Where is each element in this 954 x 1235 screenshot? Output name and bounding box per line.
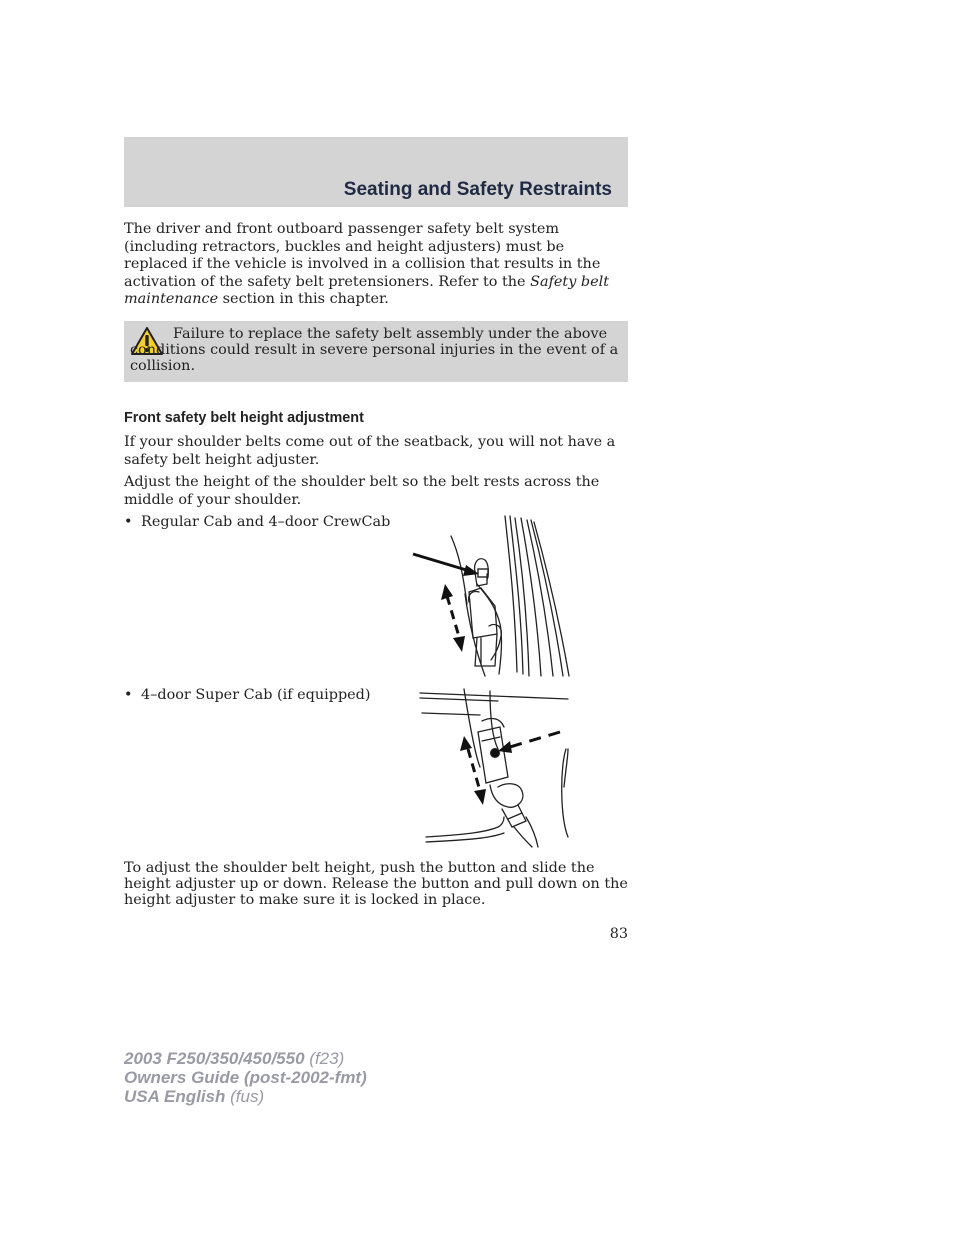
section-heading: Front safety belt height adjustment <box>124 410 364 426</box>
footer-line-language <box>124 1087 367 1106</box>
illustration-super-cab-height-adjuster <box>418 687 578 850</box>
page-number: 83 <box>609 926 628 942</box>
intro-text-end: section in this chapter. <box>218 291 389 308</box>
intro-paragraph <box>124 221 628 309</box>
intro-reference: Safety belt maintenance <box>124 273 610 308</box>
bullet-glyph: • <box>124 514 133 530</box>
section-header-band <box>124 137 628 207</box>
list-item <box>124 687 371 704</box>
list-item <box>124 514 390 531</box>
footer-language-code: (fus) <box>225 1087 265 1106</box>
footer-line-model <box>124 1049 367 1068</box>
footer-model: 2003 F250/350/450/550 <box>124 1049 305 1068</box>
footer-model-code: (f23) <box>304 1049 345 1068</box>
bullet-label-regular-cab: Regular Cab and 4–door CrewCab <box>141 514 391 530</box>
footer-guide: Owners Guide (post-2002-fmt) <box>124 1068 367 1087</box>
intro-text: The driver and front outboard passenger safety belt system (including retractors, buckles and height adjusters) must be replaced if the vehicle is involved in a collision that results in the activation of the safety belt pretensioners. Refer to the <box>124 221 601 290</box>
warning-text: Failure to replace the safety belt assembly under the above conditions could result in severe personal injuries in the event of a collision. <box>130 326 619 374</box>
warning-box <box>124 321 628 382</box>
page-title: Seating and Safety Restraints <box>343 179 612 200</box>
footer-language: USA English <box>124 1087 226 1106</box>
paragraph-adjust-instructions: To adjust the shoulder belt height, push the button and slide the height adjuster up or down. Release the button and pull down on the height adjuster to make sure it is locked in place. <box>124 860 628 908</box>
paragraph-shoulder-belts: If your shoulder belts come out of the seatback, you will not have a safety belt height adjuster. <box>124 434 616 468</box>
document-footer <box>124 1049 367 1106</box>
illustration-regular-cab-height-adjuster <box>405 514 580 679</box>
footer-line-guide <box>124 1068 367 1087</box>
bullet-label-super-cab: 4–door Super Cab (if equipped) <box>141 687 371 703</box>
bullet-glyph: • <box>124 687 133 703</box>
paragraph-adjust-height: Adjust the height of the shoulder belt so the belt rests across the middle of your shoulder. <box>124 474 600 508</box>
